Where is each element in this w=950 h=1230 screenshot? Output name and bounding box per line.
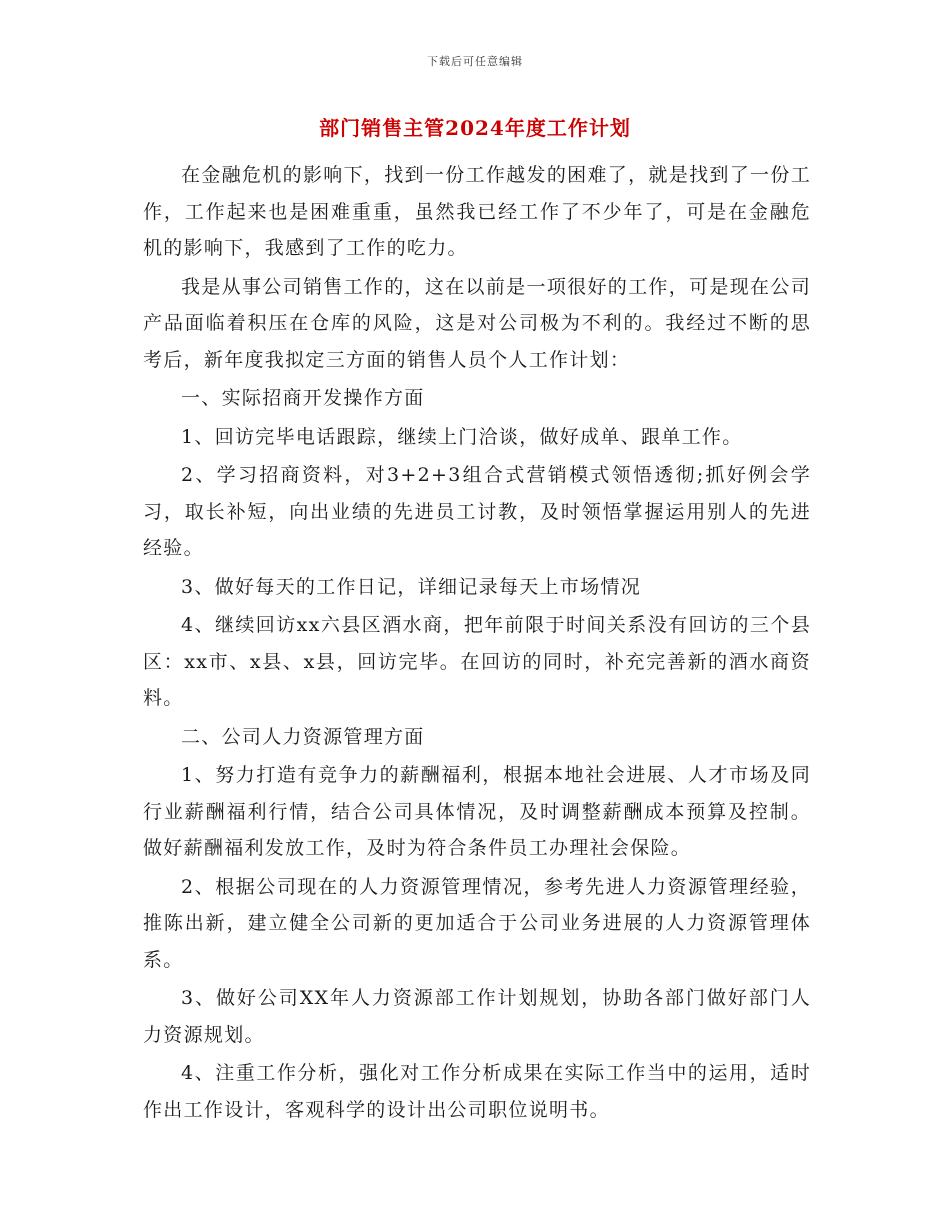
- page-header-note: 下载后可任意编辑: [427, 55, 523, 68]
- list-item: 1、努力打造有竞争力的薪酬福利，根据本地社会进展、人才市场及同行业薪酬福利行情，结合公司具体情况，及时调整薪酬成本预算及控制。做好薪酬福利发放工作，及时为符合条件员工办理社会保险。: [143, 764, 811, 859]
- paragraph-intro-1: 在金融危机的影响下，找到一份工作越发的困难了，就是找到了一份工作，工作起来也是困难重重，虽然我已经工作了不少年了，可是在金融危机的影响下，我感到了工作的吃力。: [143, 164, 811, 259]
- list-item: 2、根据公司现在的人力资源管理情况，参考先进人力资源管理经验，推陈出新，建立健全公司新的更加适合于公司业务进展的人力资源管理体系。: [143, 875, 811, 971]
- list-item: 3、做好每天的工作日记，详细记录每天上市场情况: [181, 575, 641, 598]
- section-heading-hr: 二、公司人力资源管理方面: [181, 725, 425, 748]
- list-item: 4、注重工作分析，强化对工作分析成果在实际工作当中的运用，适时作出工作设计，客观科学的设计出公司职位说明书。: [143, 1062, 811, 1121]
- paragraph-intro-2: 我是从事公司销售工作的，这在以前是一项很好的工作，可是现在公司产品面临着积压在仓库的风险，这是对公司极为不利的。我经过不断的思考后，新年度我拟定三方面的销售人员个人工作计划：: [143, 275, 811, 371]
- list-item: 1、回访完毕电话跟踪，继续上门洽谈，做好成单、跟单工作。: [181, 425, 743, 448]
- section-heading-investment: 一、实际招商开发操作方面: [181, 387, 425, 409]
- list-item: 4、继续回访xx六县区酒水商，把年前限于时间关系没有回访的三个县区：xx市、x县、x县，回访完毕。在回访的同时，补充完善新的酒水商资料。: [143, 614, 811, 709]
- document-body: [143, 157, 811, 1130]
- list-item: 3、做好公司XX年人力资源部工作计划规划，协助各部门做好部门人力资源规划。: [143, 987, 811, 1046]
- list-item: 2、学习招商资料，对3+2+3组合式营销模式领悟透彻;抓好例会学习，取长补短，向出业绩的先进员工讨教，及时领悟掌握运用别人的先进经验。: [143, 464, 811, 559]
- document-title: 部门销售主管2024年度工作计划: [319, 116, 631, 140]
